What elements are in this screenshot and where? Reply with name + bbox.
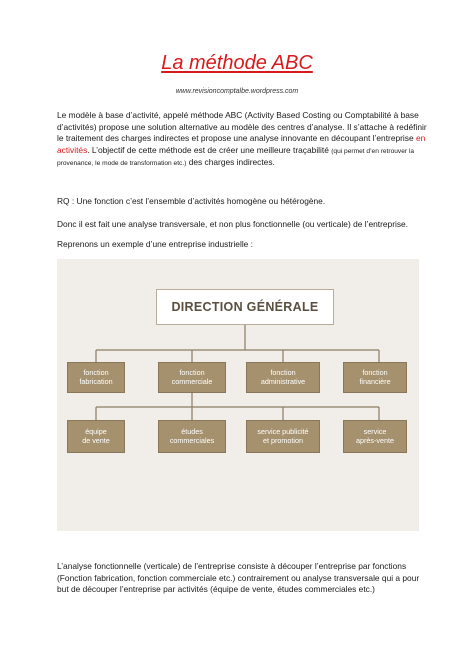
- page-title: La méthode ABC: [161, 52, 313, 74]
- source-url: www.revisioncomptalbe.wordpress.com: [175, 88, 299, 95]
- function-box-administrative: [246, 362, 320, 393]
- function-label-line1: fonction: [362, 368, 388, 377]
- activity-label-line2: et promotion: [263, 435, 303, 445]
- activity-box-apres-vente: [343, 420, 407, 453]
- closing-paragraph: L’analyse fonctionnelle (verticale) de l’entreprise consiste à découper l’entreprise par fonctions (Fonction fabrication, fonction commerciale etc.) contrairement ou analyse transversale qui a pour but de découper l’entreprise par activités (équipe de vente, études commerciales etc.): [57, 561, 420, 594]
- activity-label-line1: équipe: [85, 427, 107, 436]
- conclusion-paragraph: Donc il est fait une analyse transversale, et non plus fonctionnelle (ou verticale) de l’entreprise.: [57, 219, 409, 229]
- function-label-line1: fonction: [179, 368, 205, 377]
- activity-label-line2: de vente: [82, 435, 110, 445]
- example-intro: Reprenons un exemple d’une entreprise industrielle :: [57, 239, 253, 249]
- function-box-commerciale: [158, 362, 226, 393]
- activity-label-line1: service: [363, 427, 387, 436]
- function-label-line1: fonction: [83, 368, 109, 377]
- activity-box-etudes-commerciales: [158, 420, 226, 453]
- activity-label-line2: après-vente: [356, 435, 394, 445]
- org-chart: [57, 259, 419, 531]
- function-label-line1: fonction: [270, 368, 296, 377]
- function-label-line2: commerciale: [171, 376, 213, 386]
- intro-text-3: des charges indirectes.: [186, 157, 275, 167]
- activity-box-equipe-vente: [67, 420, 125, 453]
- remark-paragraph: RQ : Une fonction c’est l’ensemble d’activités homogène ou hétérogène.: [57, 196, 326, 206]
- intro-highlight: en activités: [57, 133, 426, 155]
- function-label-line2: administrative: [260, 376, 306, 386]
- intro-text-1: Le modèle à base d’activité, appelé méthode ABC (Activity Based Costing ou Comptabilité à base d’activités) propose une solution alternative au modèle des centres d’analyse. Il s’attache à redéfinir le traitement des charges indirectes et propose une analyse innovante en découpant l’entreprise: [57, 110, 427, 143]
- function-box-fabrication: [67, 362, 125, 393]
- intro-text-2: . L’objectif de cette méthode est de créer une meilleure traçabilité: [87, 144, 332, 155]
- direction-generale-box: DIRECTION GÉNÉRALE: [156, 289, 334, 325]
- function-label-line2: fabrication: [79, 376, 113, 386]
- activity-label-line1: études: [181, 427, 203, 436]
- function-label-line2: financière: [359, 376, 391, 386]
- function-box-financiere: [343, 362, 407, 393]
- intro-paragraph: [57, 110, 427, 170]
- activity-box-publicite-promotion: [246, 420, 320, 453]
- activity-label-line1: service publicité: [257, 427, 309, 436]
- activity-label-line2: commerciales: [169, 435, 215, 445]
- intro-note: (qui permet d’en retrouver la provenance, le mode de transformation etc.): [57, 147, 415, 167]
